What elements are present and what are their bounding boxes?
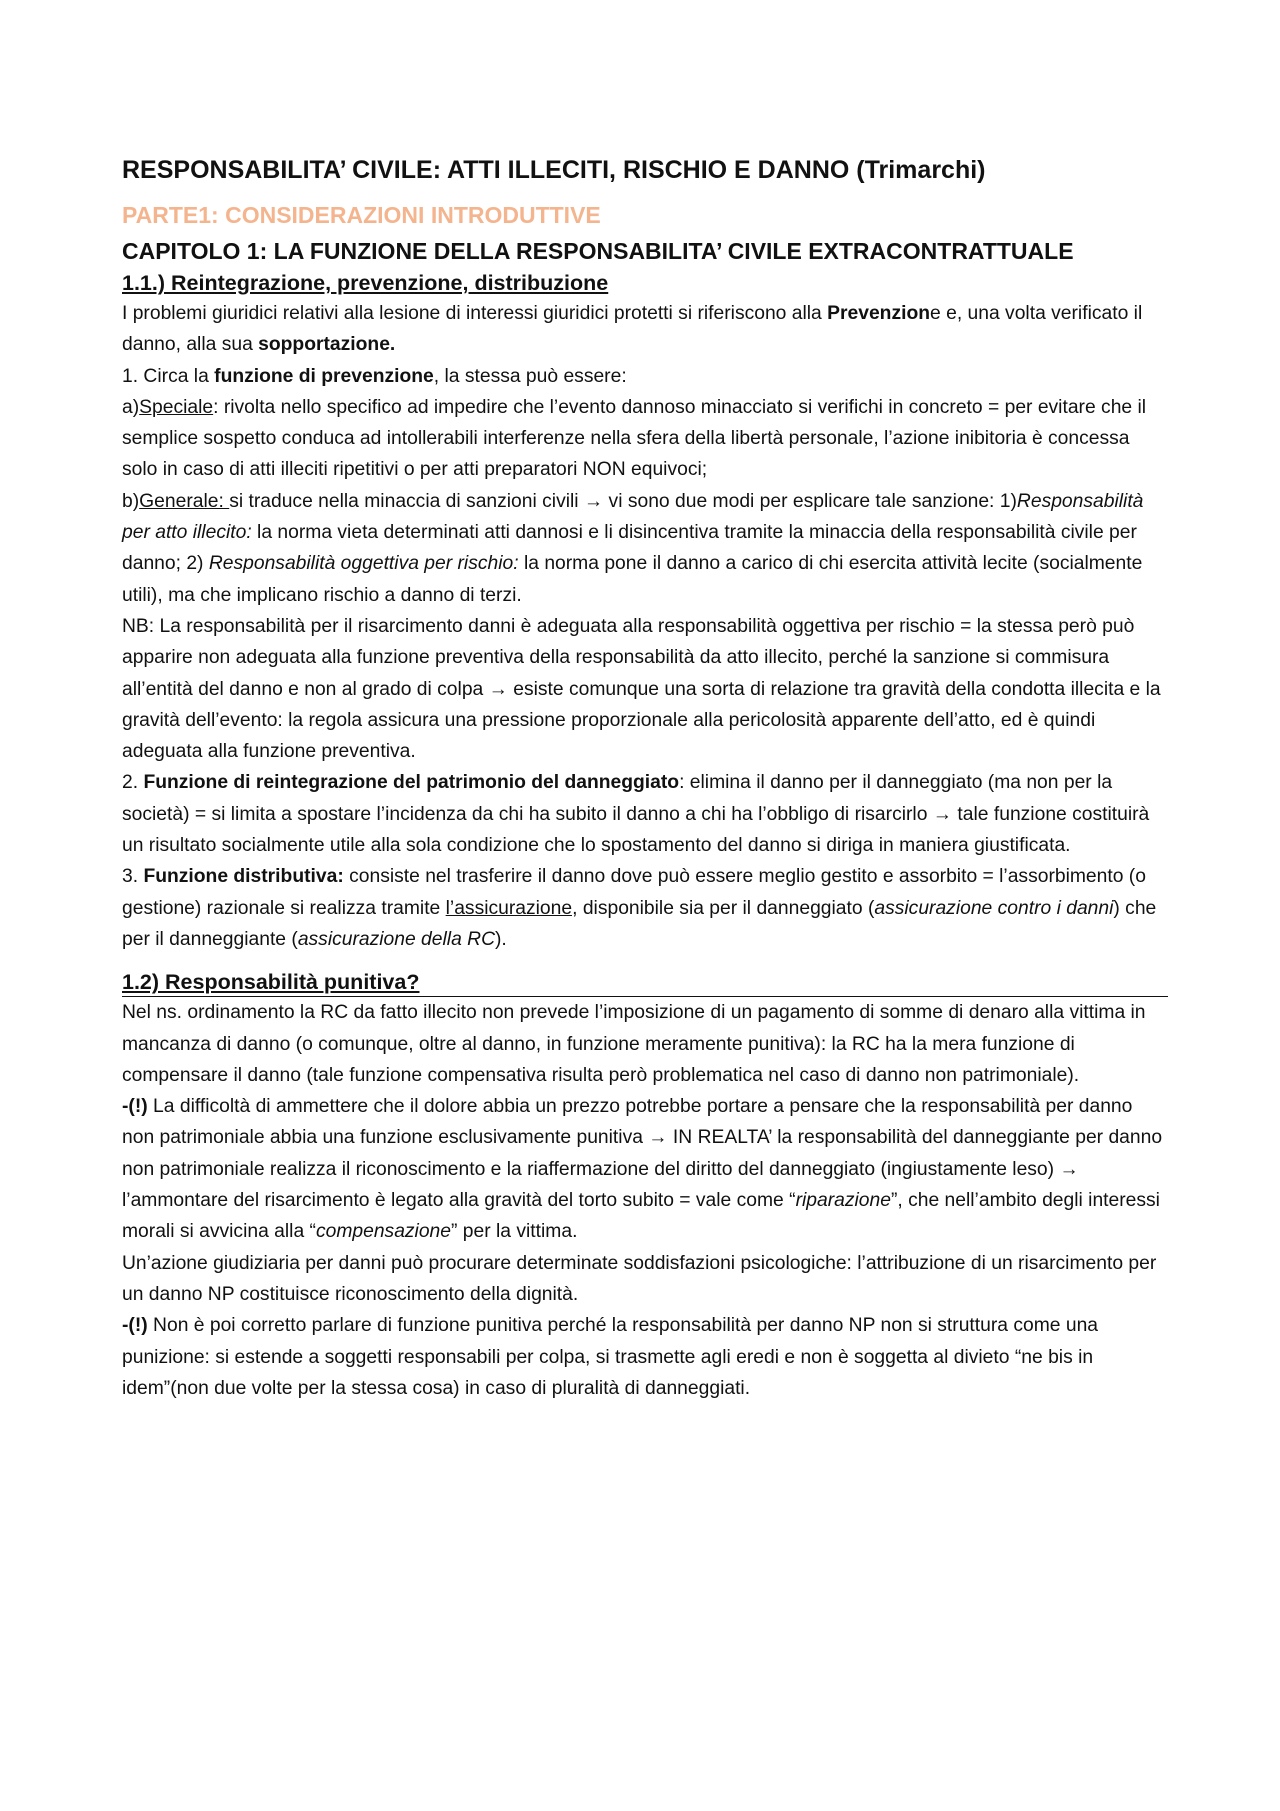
paragraph-pain-price: -(!) La difficoltà di ammettere che il dolore abbia un prezzo potrebbe portare a pensare che la responsabilità per danno non patrimoniale abbia una funzione esclusivamente punitiva → IN REALTA’ la responsabilità del danneggiante per danno non patrimoniale realizza il riconoscimento e la riaffermazione del diritto del danneggiato (ingiustamente leso) → l’ammontare del risarcimento è legato alla gravità del torto subito = vale come “riparazione”, che nell’ambito degli interessi morali si avvicina alla “compensazione” per la vittima. — [122, 1096, 1163, 1243]
arrow-icon: → — [932, 803, 953, 825]
paragraph-general-prevention: b)Generale: si traduce nella minaccia di sanzioni civili → vi sono due modi per esplicare tale sanzione: 1)Responsabilità per atto illecito: la norma vieta determinati atti dannosi e li disincentiva tramite la minaccia della responsabilità civile per danno; 2) Responsabilità oggettiva per rischio: la norma pone il danno a carico di chi esercita attività lecite (socialmente utili), ma che implicano rischio a danno di terzi. — [122, 490, 1144, 606]
paragraph-prevention: 1. Circa la funzione di prevenzione, la stessa può essere: — [122, 365, 627, 387]
paragraph-reintegration: 2. Funzione di reintegrazione del patrimonio del danneggiato: elimina il danno per il danneggiato (ma non per la società) = si limita a spostare l’incidenza da chi ha subito il danno a chi ha l’obbligo di risarcirlo → tale funzione costituirà un risultato socialmente utile alla sola condizione che lo spostamento del danno si diriga in maniera giustificata. — [122, 772, 1150, 857]
chapter-heading: CAPITOLO 1: LA FUNZIONE DELLA RESPONSABILITA’ CIVILE EXTRACONTRATTUALE — [122, 238, 1074, 264]
arrow-icon: → — [648, 1127, 668, 1149]
paragraph-intro: I problemi giuridici relativi alla lesione di interessi giuridici protetti si riferiscono alla Prevenzione e, una volta verificato il danno, alla sua sopportazione. — [122, 303, 1143, 356]
arrow-icon: → — [1059, 1158, 1079, 1180]
arrow-icon: → — [488, 678, 508, 700]
arrow-icon: → — [583, 490, 604, 512]
part-heading: PARTE1: CONSIDERAZIONI INTRODUTTIVE — [122, 202, 601, 228]
section-heading-1-1: 1.1.) Reintegrazione, prevenzione, distribuzione — [122, 271, 609, 295]
paragraph-judicial-action: Un’azione giudiziaria per danni può procurare determinate soddisfazioni psicologiche: l’attribuzione di un risarcimento per un danno NP costituisce riconoscimento della dignità. — [122, 1252, 1157, 1305]
paragraph-punitive-intro: Nel ns. ordinamento la RC da fatto illecito non prevede l’imposizione di un pagamento di somme di denaro alla vittima in mancanza di danno (o comunque, oltre al danno, in funzione meramente punitiva): la RC ha la mera funzione di compensare il danno (tale funzione compensativa risulta però problematica nel caso di danno non patrimoniale). — [122, 1002, 1146, 1086]
document-title: RESPONSABILITA’ CIVILE: ATTI ILLECITI, RISCHIO E DANNO (Trimarchi) — [122, 156, 986, 184]
paragraph-nb: NB: La responsabilità per il risarcimento danni è adeguata alla responsabilità oggettiva per rischio = la stessa però può apparire non adeguata alla funzione preventiva della responsabilità da atto illecito, perché la sanzione si commisura all’entità del danno e non al grado di colpa → esiste comunque una sorta di relazione tra gravità della condotta illecita e la gravità dell’evento: la regola assicura una pressione proporzionale alla pericolosità apparente dell’atto, ed è quindi adeguata alla funzione preventiva. — [122, 615, 1161, 763]
paragraph-not-punitive: -(!) Non è poi corretto parlare di funzione punitiva perché la responsabilità per danno NP non si struttura come una punizione: si estende a soggetti responsabili per colpa, si trasmette agli eredi e non è soggetta al divieto “ne bis in idem”(non due volte per la stessa cosa) in caso di pluralità di danneggiati. — [122, 1315, 1099, 1399]
section-heading-1-2: 1.2) Responsabilità punitiva? — [122, 969, 1168, 997]
paragraph-distribution: 3. Funzione distributiva: consiste nel trasferire il danno dove può essere meglio gestito e assorbito = l’assorbimento (o gestione) razionale si realizza tramite l’assicurazione, disponibile sia per il danneggiato (assicurazione contro i danni) che per il danneggiante (assicurazione della RC). — [122, 866, 1157, 950]
paragraph-special-prevention: a)Speciale: rivolta nello specifico ad impedire che l’evento dannoso minacciato si verifichi in concreto = per evitare che il semplice sospetto conduca ad intollerabili interferenze nella sfera della libertà personale, l’azione inibitoria è concessa solo in caso di atti illeciti ripetitivi o per atti preparatori NON equivoci; — [122, 396, 1147, 481]
